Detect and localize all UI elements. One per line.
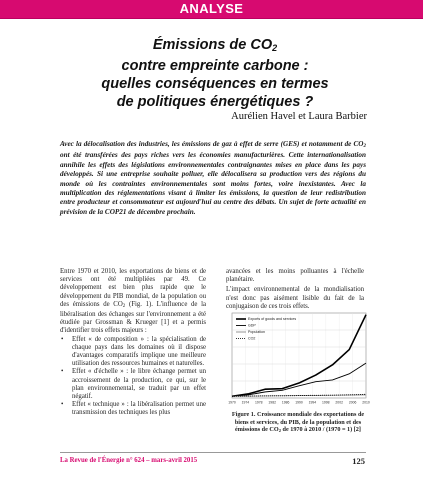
- page-number: 125: [352, 456, 365, 466]
- journal-reference: La Revue de l'Énergie n° 624 – mars-avril 2015: [60, 457, 198, 464]
- effect-bullet-composition: • Effet « de composition » : la spécialisation de chaque pays dans les domaines où il dispose d'avantages comparatifs implique une meilleure utilisation des ressources humaines et naturelles.: [61, 335, 206, 368]
- x-tick-label: 2002: [335, 400, 343, 405]
- x-tick-label: 1990: [295, 400, 303, 405]
- x-tick-label: 2010: [362, 400, 370, 405]
- title-line-4: de politiques énergétiques ?: [116, 94, 314, 110]
- body-paragraph: L'impact environnemental de la mondialisation n'est donc pas aisément lisible du fait de la conjugaison de ces trois effets.: [226, 286, 364, 310]
- section-header-bar: [0, 0, 423, 19]
- x-tick-label: 1982: [268, 400, 276, 405]
- growth-line-chart: [226, 308, 370, 408]
- figure-caption: Figure 1. Croissance mondiale des exportations de biens et services, du PIB, de la population et des émissions de $CO_2$ de 1970 à 2010 / (1970 = 1) [2]: [231, 411, 365, 434]
- x-tick-label: 1974: [241, 400, 250, 405]
- body-paragraph: Entre 1970 et 2010, les exportations de biens et de services ont été multipliées par 49. Ce développement est bien plus rapide que le développement du PIB mondial, de la population ou des émissions de $CO_2$ (Fig. 1). L'influence de la libéralisation des échanges sur l'environnement a été étudiée par Grossman & Krueger [1] et a permis d'identifier trois effets majeurs :: [60, 268, 207, 335]
- x-tick-label: 1978: [255, 400, 263, 405]
- effect-bullet-scale: • Effet « d'échelle » : le libre échange permet un accroissement de la production, ce qui, sur le plan environnemental, se traduit par un effet négatif.: [61, 368, 206, 401]
- x-tick-label: 1986: [281, 400, 290, 405]
- article-authors: Aurélien Havel et Laura Barbier: [231, 111, 367, 122]
- article-title: [80, 36, 350, 111]
- body-column-right: [226, 268, 364, 313]
- title-line-3: quelles conséquences en termes: [101, 76, 329, 92]
- title-line-1: Émissions de $CO_2$: [152, 37, 278, 53]
- body-paragraph: avancées et les moins polluantes à l'échelle planétaire.: [226, 268, 364, 284]
- footer-divider: [60, 452, 366, 453]
- section-label: ANALYSE: [179, 1, 244, 16]
- x-tick-label: 2006: [348, 400, 357, 405]
- x-tick-label: 1998: [322, 400, 330, 405]
- legend-label-0: Exports of goods and services: [248, 317, 297, 322]
- body-column-left: [60, 268, 206, 418]
- title-line-2: contre empreinte carbone :: [121, 58, 309, 74]
- article-abstract: Avec la délocalisation des industries, les émissions de gaz à effet de serre (GES) et notamment de $CO_2$ ont été transférées des pays riches vers les économies manufacturières. Cette internationalisation annihile les effets des législations environnementales contraignantes mises en place dans les pays développés. Si une entreprise souhaite polluer, elle délocalisera sa production vers des régions du monde où les contraintes environnementales sont moins fortes, voire inexistantes. Avec la multiplication des réglementations visant à limiter les émissions, la question de leur redistribution entre producteur et consommateur est aujourd'hui au centre des débats. Un sujet de forte actualité en prévision de la COP21 de décembre prochain.: [60, 140, 366, 216]
- x-tick-label: 1970: [228, 400, 236, 405]
- x-tick-label: 1994: [308, 400, 317, 405]
- effect-bullet-technique: • Effet « technique » : la libéralisation permet une transmission des techniques les plus: [61, 401, 206, 417]
- legend-label-1: GDP: [248, 323, 256, 328]
- legend-label-3: CO2: [248, 336, 256, 341]
- legend-label-2: Population: [248, 330, 265, 335]
